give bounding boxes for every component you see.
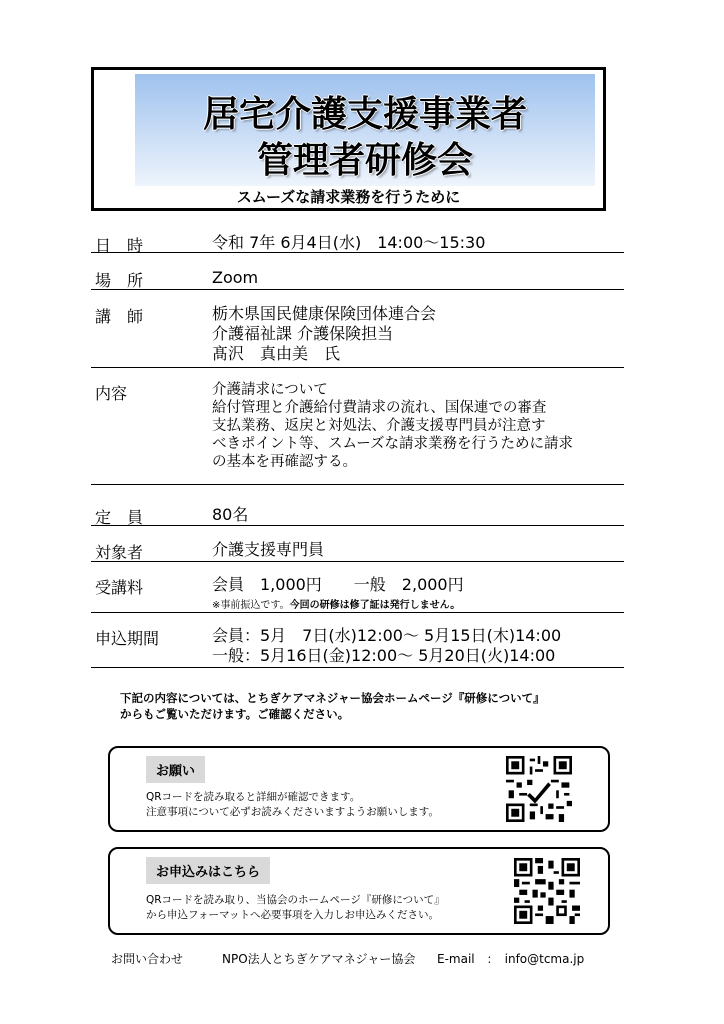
place-value: Zoom [212,268,259,287]
lecturer-label: 講 師 [95,307,144,326]
request-text [146,790,439,820]
apply-heading: お申込みはこちら [146,857,270,884]
divider [91,667,624,668]
period-value [212,626,561,666]
content-line: べきポイント等、スムーズな請求業務を行うために請求 [212,436,574,452]
notice-line: からもご覧いただけます。ご確認ください。 [120,707,350,721]
divider [91,367,624,368]
apply-line: QRコードを読み取り、当協会のホームページ『研修について』 [146,894,445,906]
page-title-line2: 管理者研修会 [256,140,473,181]
apply-line: から申込フォーマットへ必要事項を入力しお申込みください。 [146,909,440,921]
divider [91,612,624,613]
fee-note-plain: ※事前振込です。 [212,600,290,611]
lecturer-dept: 介護福祉課 介護保険担当 [212,324,394,343]
page-title-line1: 居宅介護支援事業者 [202,94,527,135]
divider [91,252,624,253]
datetime-value: 令和 7年 6月4日(水) 14:00〜15:30 [212,233,486,252]
divider [91,561,624,562]
content-line: 給付管理と介護給付費請求の流れ、国保連での審査 [212,400,547,416]
lecturer-name: 髙沢 真由美 氏 [212,344,341,363]
period-label: 申込期間 [95,629,160,648]
capacity-value: 80名 [212,505,249,524]
request-box [108,746,610,832]
fee-value: 会員 1,000円 一般 2,000円 [212,575,464,594]
capacity-label: 定 員 [95,508,144,527]
apply-box [108,847,610,935]
content-line: 介護請求について [212,382,328,398]
fee-note-bold: 今回の研修は修了証は発行しません。 [289,600,461,611]
period-general: 一般：5月16日(金)12:00〜 5月20日(火)14:00 [212,646,556,665]
period-member: 会員：5月 7日(水)12:00〜 5月15日(木)14:00 [212,626,562,645]
content-line: の基本を再確認する。 [212,454,357,470]
notice-line: 下記の内容については、とちぎケアマネジャー協会ホームページ『研修について』 [120,691,545,705]
apply-text [146,893,445,923]
qr-code-icon[interactable] [506,756,572,822]
request-line: 注意事項について必ずお読みくださいますようお願いします。 [146,806,439,818]
content-value [212,381,573,471]
target-label: 対象者 [95,543,144,562]
fee-label: 受講料 [95,578,144,597]
footer-contact-label: お問い合わせ [111,952,184,966]
divider [91,484,624,485]
request-heading: お願い [146,756,205,783]
target-value: 介護支援専門員 [212,540,325,559]
footer-email[interactable]: E-mail ： info@tcma.jp [437,952,585,966]
content-label: 内容 [95,384,128,403]
datetime-label: 日 時 [95,236,144,255]
notice-text [120,690,620,722]
divider [91,289,624,290]
content-line: 支払業務、返戻と対処法、介護支援専門員が注意す [212,418,546,434]
qr-code-icon[interactable] [514,858,580,924]
title-box [91,67,606,211]
place-label: 場 所 [95,271,144,290]
page-subtitle: スムーズな請求業務を行うために [236,188,461,206]
footer-org: NPO法人とちぎケアマネジャー協会 [222,952,416,966]
lecturer-value [212,304,436,364]
fee-note [212,596,460,611]
request-line: QRコードを読み取ると詳細が確認できます。 [146,791,361,803]
lecturer-org: 栃木県国民健康保険団体連合会 [212,304,437,323]
divider [91,525,624,526]
